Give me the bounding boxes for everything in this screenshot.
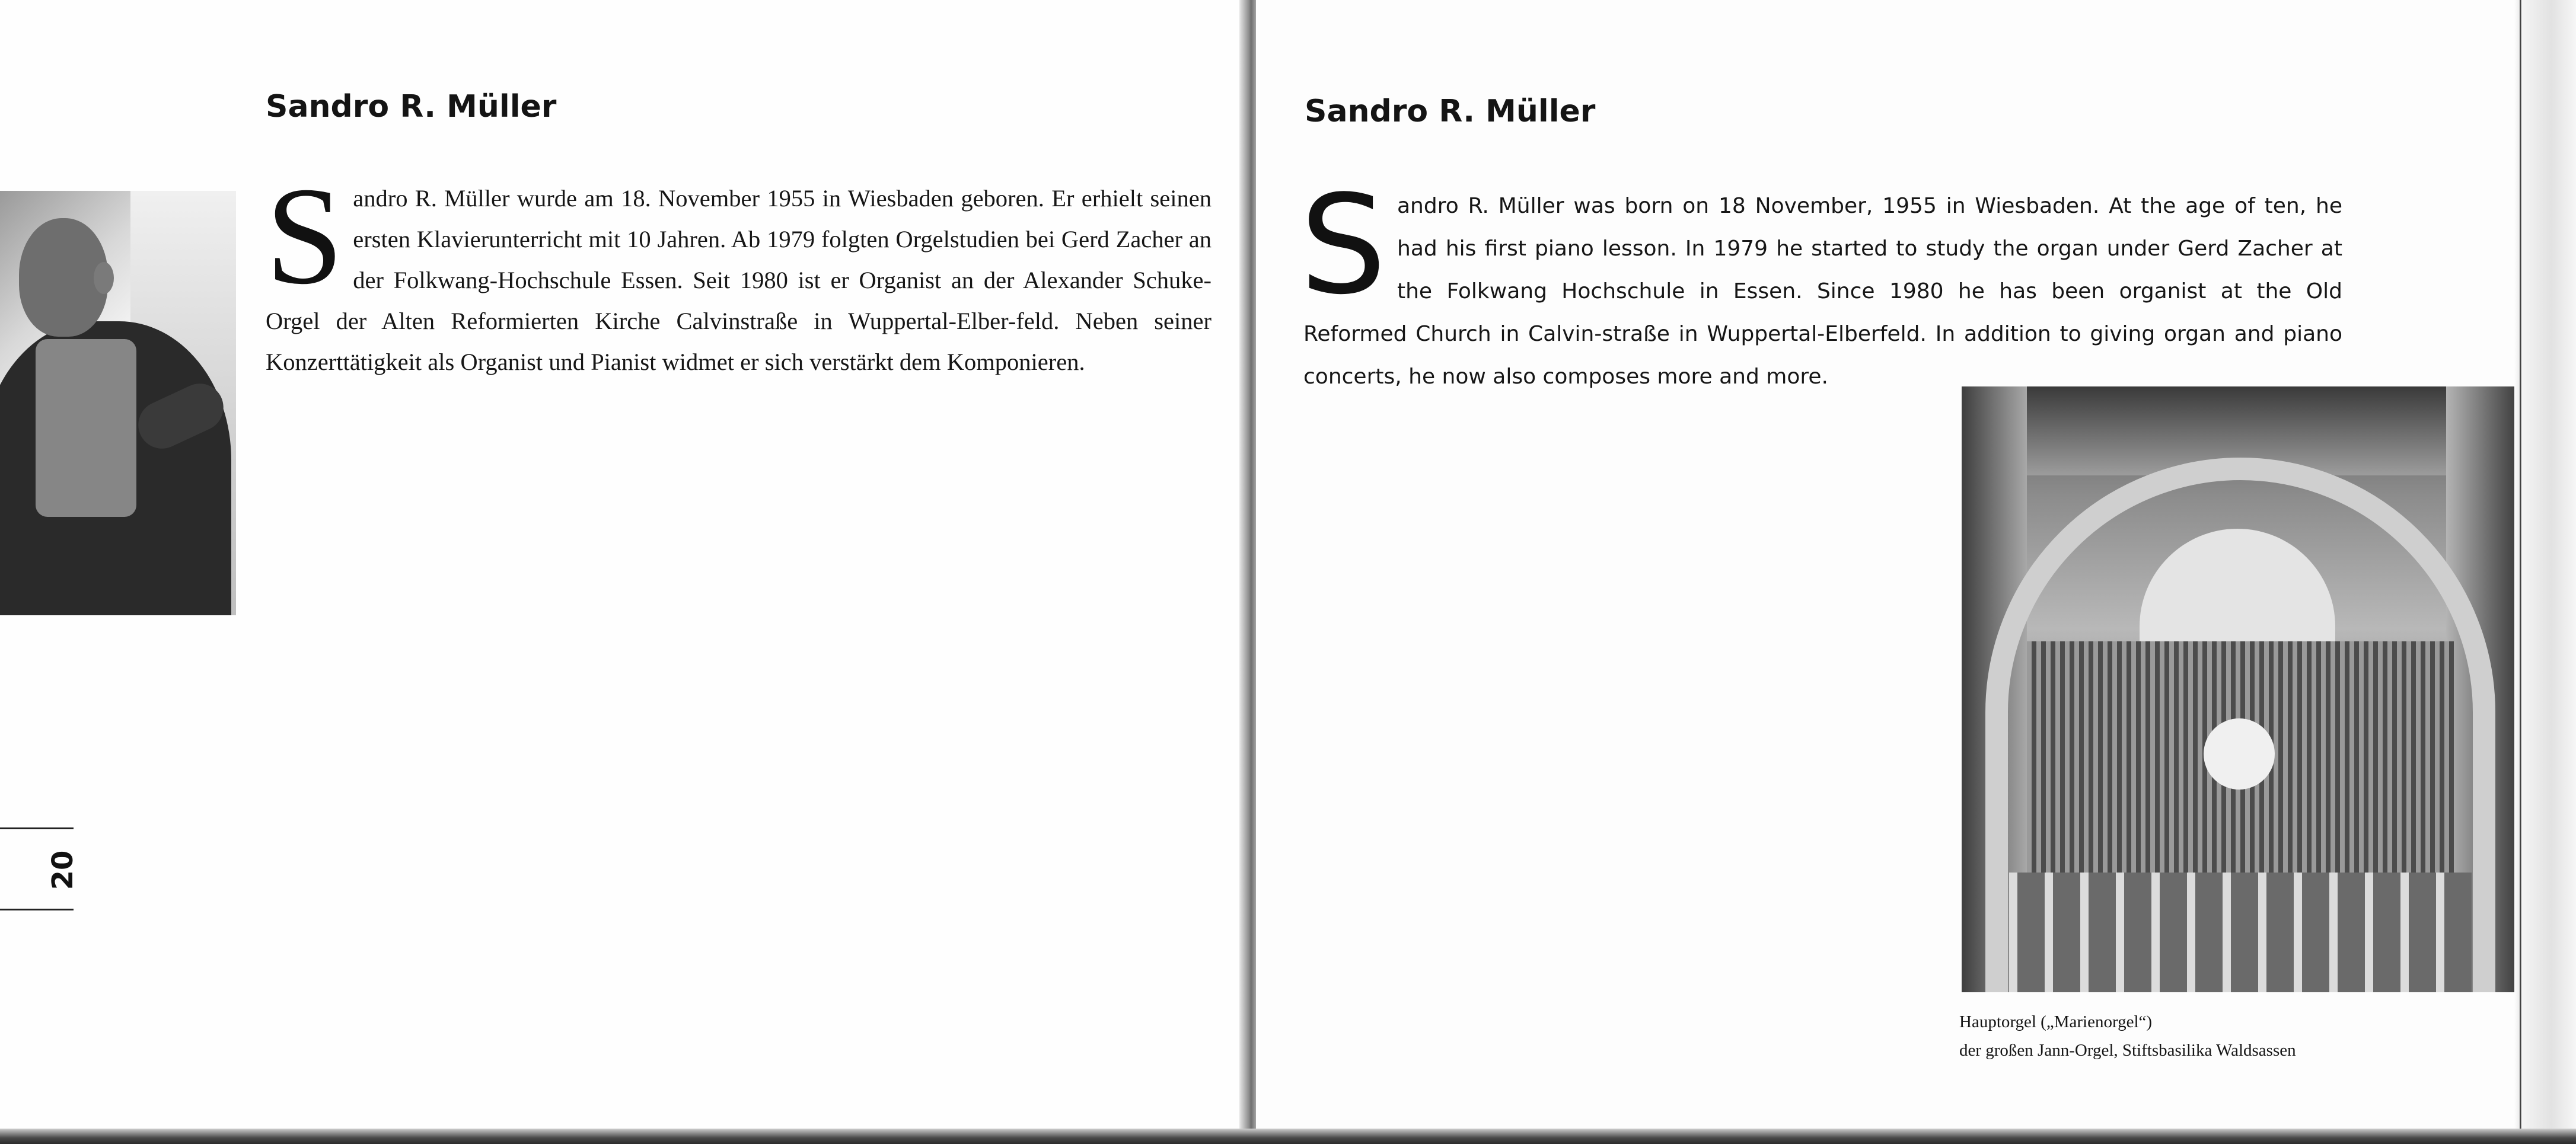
page-title-english: Sandro R. Müller [1305,94,1596,129]
page-edge [2514,0,2576,1144]
drop-cap: S [266,159,344,314]
right-page [1256,0,2531,1139]
biography-german [266,159,1212,382]
photo-caption [1959,1008,2296,1065]
page-title-german: Sandro R. Müller [266,89,557,124]
biography-german-text: andro R. Müller wurde am 18. November 1955 in Wiesbaden geboren. Er erhielt seinen ersten Klavierunterricht mit 10 Jahren. Ab 1979 folgten Orgelstudien bei Gerd Zacher an der Folkwang-Hochschule Essen. Seit 1980 ist er Organist an der Alexander Schuke-Orgel der Alten Reformierten Kirche Calvinstraße in Wuppertal-Elber-feld. Neben seiner Konzerttätigkeit als Organist und Pianist widmet er sich verstärkt dem Komponieren. [266,185,1212,375]
caption-line-1: Hauptorgel („Marienorgel“) [1959,1012,2153,1031]
portrait-photo [0,191,236,615]
drop-cap: S [1300,167,1386,325]
page-number: 20 [46,850,79,890]
page-number-rule-bottom [0,909,74,910]
page-number-rule-top [0,827,74,829]
biography-english-text: andro R. Müller was born on 18 November, 1955 in Wiesbaden. At the age of ten, he had his first piano lesson. In 1979 he started to study the organ under Gerd Zacher at the Folkwang Hochschule in Essen. Since 1980 he has been organist at the Old Reformed Church in Calvin-straße in Wuppertal-Elberfeld. In addition to giving organ and piano concerts, he now also composes more and more. [1303,194,2342,389]
biography-english [1300,167,2342,398]
caption-line-2: der großen Jann-Orgel, Stiftsbasilika Waldsassen [1959,1041,2296,1060]
organ-photo [1962,386,2517,992]
left-page [0,0,1244,1137]
bottom-shadow [0,1129,2576,1144]
